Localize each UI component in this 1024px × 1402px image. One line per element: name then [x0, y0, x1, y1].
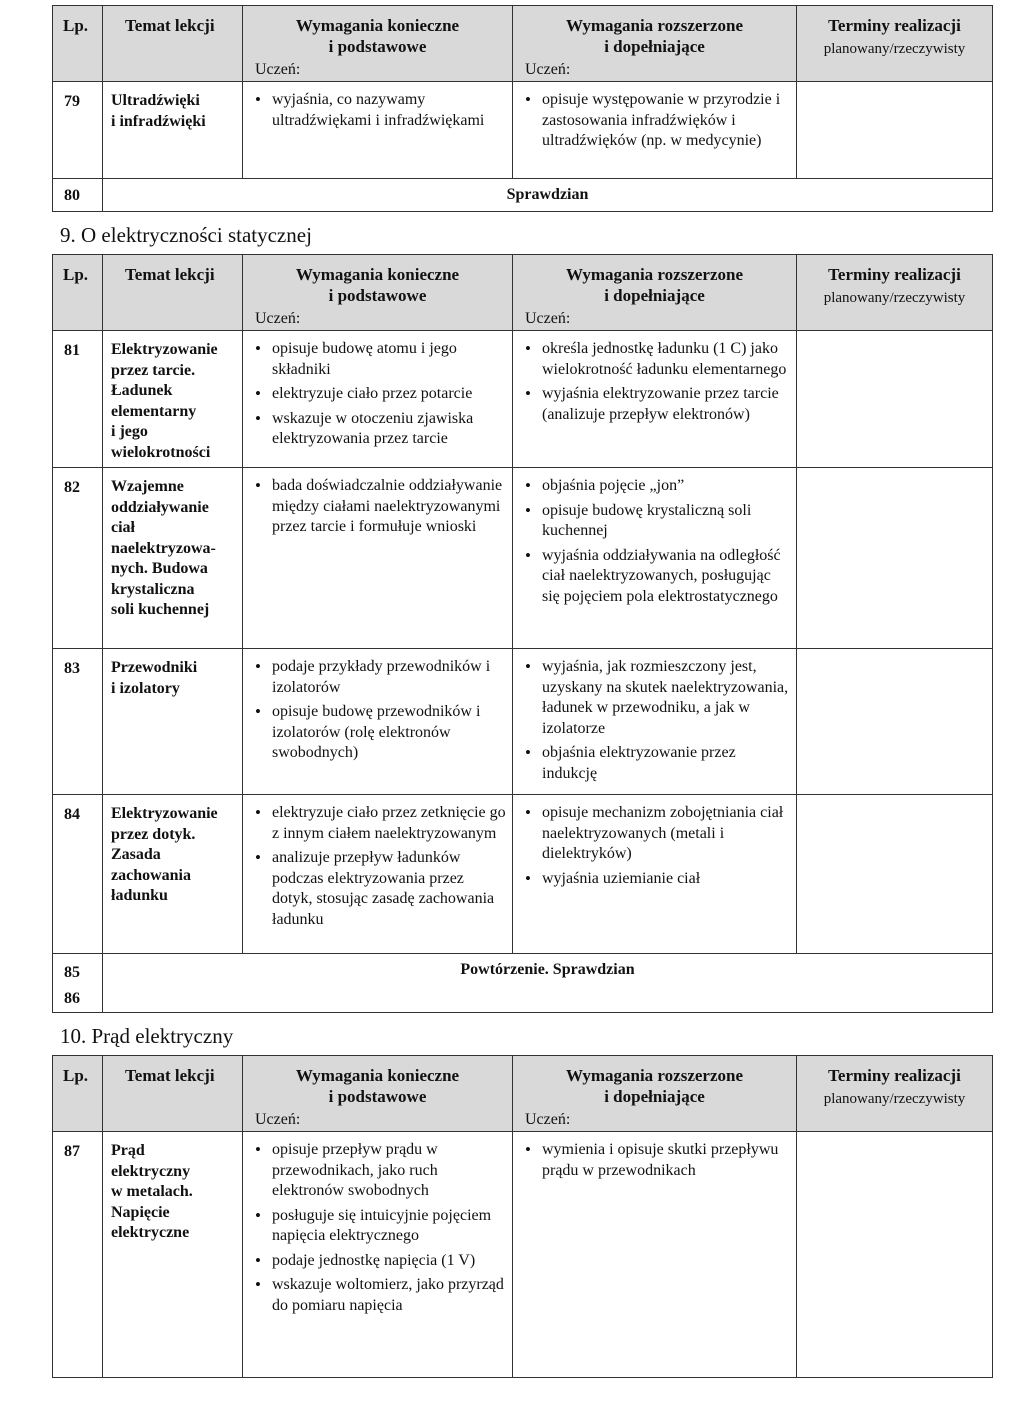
- temat-line: soli kuchennej: [111, 601, 210, 618]
- row-temat: [103, 331, 243, 468]
- header-wym2-line1: Wymagania rozszerzone: [565, 265, 744, 284]
- header-terminy-sub: planowany/rzeczywisty: [823, 290, 966, 306]
- table-header-row: [53, 6, 993, 82]
- span-label: Powtórzenie. Sprawdzian: [103, 954, 993, 1013]
- header-temat: Temat lekcji: [125, 1066, 215, 1085]
- table-header-row: [53, 1056, 993, 1132]
- requirement-item: • posługuje się intuicyjnie pojęciem napięcia elektrycznego: [253, 1206, 506, 1247]
- temat-line: wielokrotności: [111, 443, 211, 461]
- requirement-item: • opisuje mechanizm zobojętniania ciał naelektryzowanych (metali i dielektryków): [523, 803, 790, 865]
- span-label: Sprawdzian: [103, 179, 993, 212]
- table-row: [53, 1132, 993, 1378]
- header-wym1-line2: i podstawowe: [328, 1087, 427, 1106]
- row-lp: 84: [53, 795, 103, 954]
- document-page: [52, 5, 993, 1378]
- section-title: 10. Prąd elektryczny: [60, 1024, 234, 1048]
- temat-line: w metalach.: [111, 1183, 193, 1200]
- requirement-item: • objaśnia elektryzowanie przez indukcję: [523, 743, 790, 784]
- row-lp-1: 85: [64, 964, 80, 981]
- temat-line: Prąd: [111, 1142, 145, 1159]
- curriculum-table-1: [52, 5, 993, 212]
- row-temat: [103, 468, 243, 649]
- section-title: 9. O elektryczności statycznej: [60, 223, 312, 247]
- requirement-item: • opisuje budowę atomu i jego składniki: [253, 339, 506, 380]
- temat-line: Elektryzowanie: [111, 805, 218, 822]
- temat-line: przez tarcie.: [111, 361, 196, 379]
- terminy-cell: [797, 649, 993, 795]
- requirement-item: • objaśnia pojęcie „jon”: [523, 476, 790, 497]
- header-lp: Lp.: [63, 16, 89, 35]
- header-terminy: Terminy realizacji: [828, 1066, 961, 1085]
- header-wym2-line1: Wymagania rozszerzone: [565, 1066, 744, 1085]
- temat-line: i izolatory: [111, 679, 180, 697]
- requirement-item: • podaje przykłady przewodników i izolatorów: [253, 657, 506, 698]
- header-wym1-line1: Wymagania konieczne: [295, 16, 460, 35]
- row-lp: 83: [53, 649, 103, 795]
- header-uczen: Uczeń:: [255, 1111, 301, 1128]
- requirement-item: • opisuje budowę krystaliczną soli kuchennej: [523, 501, 790, 542]
- terminy-cell: [797, 468, 993, 649]
- header-wym1-line1: Wymagania konieczne: [295, 1066, 460, 1085]
- temat-line: i infradźwięki: [111, 112, 206, 130]
- header-lp: Lp.: [63, 1066, 89, 1085]
- table-header-row: [53, 255, 993, 331]
- requirement-item: • podaje jednostkę napięcia (1 V): [253, 1251, 506, 1272]
- table-row: [53, 468, 993, 649]
- temat-line: elementarny: [111, 402, 197, 420]
- terminy-cell: [797, 331, 993, 468]
- requirement-item: • wskazuje w otoczeniu zjawiska elektryzowania przez tarcie: [253, 409, 506, 450]
- temat-line: Ultradźwięki: [111, 92, 200, 109]
- requirement-item: • wyjaśnia oddziaływania na odległość ciał naelektryzowanych, posługując się pojęciem pola elektrostatycznego: [523, 546, 790, 608]
- temat-line: Ładunek: [111, 382, 173, 399]
- header-wym1-line1: Wymagania konieczne: [295, 265, 460, 284]
- requirement-item: • wyjaśnia, co nazywamy ultradźwiękami i infradźwiękami: [253, 90, 506, 131]
- table-row: [53, 795, 993, 954]
- row-lp: 82: [53, 468, 103, 649]
- table-row: [53, 331, 993, 468]
- row-lp: [53, 954, 103, 1013]
- temat-line: krystaliczna: [111, 580, 195, 598]
- header-temat: Temat lekcji: [125, 265, 215, 284]
- header-terminy-sub: planowany/rzeczywisty: [823, 41, 966, 57]
- terminy-cell: [797, 82, 993, 179]
- temat-line: Elektryzowanie: [111, 341, 218, 358]
- span-row: [53, 954, 993, 1013]
- header-uczen: Uczeń:: [525, 310, 571, 327]
- requirement-item: • opisuje występowanie w przyrodzie i zastosowania infradźwięków i ultradźwięków (np. w medycynie): [523, 90, 790, 152]
- temat-line: i jego: [111, 423, 148, 440]
- curriculum-table-2: [52, 254, 993, 1013]
- row-temat: [103, 82, 243, 179]
- row-temat: [103, 1132, 243, 1378]
- header-terminy-sub: planowany/rzeczywisty: [823, 1091, 966, 1107]
- requirement-item: • wyjaśnia uziemianie ciał: [523, 869, 790, 890]
- temat-line: ciał: [111, 519, 135, 536]
- table-row: [53, 82, 993, 179]
- requirement-item: • wyjaśnia elektryzowanie przez tarcie (analizuje przepływ elektronów): [523, 384, 790, 425]
- requirement-item: • analizuje przepływ ładunków podczas elektryzowania przez dotyk, stosując zasadę zachowania ładunku: [253, 848, 506, 930]
- header-uczen: Uczeń:: [525, 1111, 571, 1128]
- row-lp: 79: [53, 82, 103, 179]
- temat-line: naelektryzowa-: [111, 539, 216, 557]
- requirement-item: • elektryzuje ciało przez potarcie: [253, 384, 506, 405]
- temat-line: przez dotyk.: [111, 825, 196, 843]
- requirement-item: • opisuje przepływ prądu w przewodnikach, jako ruch elektronów swobodnych: [253, 1140, 506, 1202]
- span-row: [53, 179, 993, 212]
- terminy-cell: [797, 1132, 993, 1378]
- requirement-item: • elektryzuje ciało przez zetknięcie go z innym ciałem naelektryzowanym: [253, 803, 506, 844]
- header-wym2-line2: i dopełniające: [604, 37, 705, 56]
- temat-line: Przewodniki: [111, 659, 198, 676]
- temat-line: ładunku: [111, 887, 168, 904]
- temat-line: Zasada: [111, 846, 161, 863]
- temat-line: oddziaływanie: [111, 498, 209, 516]
- row-lp: 80: [53, 179, 103, 212]
- header-wym2-line2: i dopełniające: [604, 286, 705, 305]
- row-lp-2: 86: [64, 990, 80, 1007]
- row-temat: [103, 649, 243, 795]
- header-lp: Lp.: [63, 265, 89, 284]
- row-lp: 81: [53, 331, 103, 468]
- row-lp: 87: [53, 1132, 103, 1378]
- temat-line: Napięcie: [111, 1203, 170, 1221]
- header-uczen: Uczeń:: [255, 61, 301, 78]
- header-wym2-line2: i dopełniające: [604, 1087, 705, 1106]
- requirement-item: • określa jednostkę ładunku (1 C) jako wielokrotność ładunku elementarnego: [523, 339, 790, 380]
- header-wym1-line2: i podstawowe: [328, 37, 427, 56]
- header-wym1-line2: i podstawowe: [328, 286, 427, 305]
- header-uczen: Uczeń:: [525, 61, 571, 78]
- temat-line: elektryczne: [111, 1224, 190, 1241]
- requirement-item: • bada doświadczalnie oddziaływanie między ciałami naelektryzowanymi przez tarcie i formułuje wnioski: [253, 476, 506, 538]
- header-terminy: Terminy realizacji: [828, 16, 961, 35]
- row-temat: [103, 795, 243, 954]
- temat-line: zachowania: [111, 866, 191, 884]
- requirement-item: • wyjaśnia, jak rozmieszczony jest, uzyskany na skutek naelektryzowania, ładunek w przewodniku, a jak w izolatorze: [523, 657, 790, 739]
- header-wym2-line1: Wymagania rozszerzone: [565, 16, 744, 35]
- temat-line: elektryczny: [111, 1162, 191, 1180]
- requirement-item: • opisuje budowę przewodników i izolatorów (rolę elektronów swobodnych): [253, 702, 506, 764]
- requirement-item: • wskazuje woltomierz, jako przyrząd do pomiaru napięcia: [253, 1275, 506, 1316]
- temat-line: Wzajemne: [111, 478, 184, 495]
- terminy-cell: [797, 795, 993, 954]
- requirement-item: • wymienia i opisuje skutki przepływu prądu w przewodnikach: [523, 1140, 790, 1181]
- temat-line: nych. Budowa: [111, 560, 208, 577]
- table-row: [53, 649, 993, 795]
- header-temat: Temat lekcji: [125, 16, 215, 35]
- header-terminy: Terminy realizacji: [828, 265, 961, 284]
- header-uczen: Uczeń:: [255, 310, 301, 327]
- curriculum-table-3: [52, 1055, 993, 1378]
